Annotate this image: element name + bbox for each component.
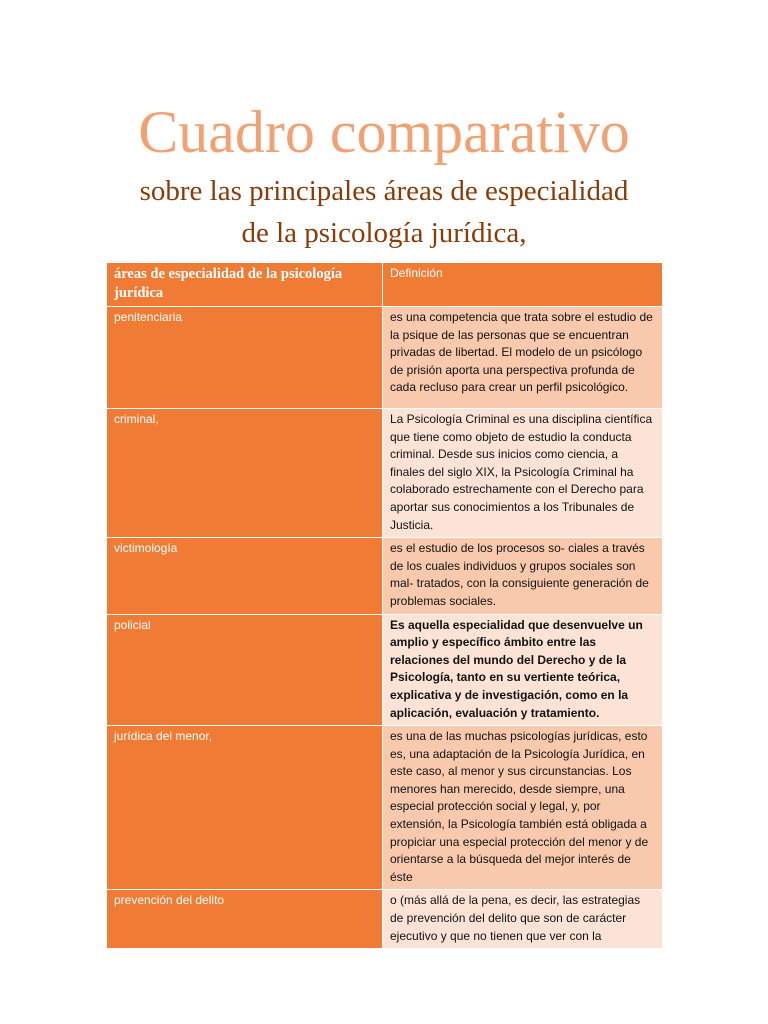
row-area: prevención del delito	[107, 890, 383, 949]
table-row	[107, 409, 663, 538]
subtitle-line-2: de la psicología jurídica,	[241, 217, 527, 249]
table-header-row	[107, 263, 663, 307]
row-definition: o (más allá de la pena, es decir, las estrategias de prevención del delito que son de carácter ejecutivo y que no tienen que ver con la	[383, 890, 663, 949]
header-areas: áreas de especialidad de la psicología jurídica	[107, 263, 383, 307]
row-definition: La Psicología Criminal es una disciplina científica que tiene como objeto de estudio la conducta criminal. Desde sus inicios como ciencia, a finales del siglo XIX, la Psicología Criminal ha colaborado estrechamente con el Derecho para aportar sus conocimientos a los Tribunales de Justicia.	[383, 409, 663, 538]
comparison-table	[106, 262, 663, 949]
page-subtitle	[0, 170, 768, 254]
row-definition: es una competencia que trata sobre el estudio de la psique de las personas que se encuentran privadas de libertad. El modelo de un psicólogo de prisión aporta una perspectiva profunda de cada recluso para crear un perfil psicológico.	[383, 307, 663, 409]
row-area: policial	[107, 614, 383, 726]
row-area: criminal,	[107, 409, 383, 538]
row-area: jurídica del menor,	[107, 726, 383, 890]
table-row	[107, 538, 663, 614]
table-row	[107, 307, 663, 409]
header-definicion: Definición	[383, 263, 663, 307]
row-definition: es una de las muchas psicologías jurídicas, esto es, una adaptación de la Psicología Jurídica, en este caso, al menor y sus circunstancias. Los menores han merecido, desde siempre, una especial protección social y legal, y, por extensión, la Psicología también está obligada a propiciar una especial protección del menor y de orientarse a la búsqueda del mejor interés de éste	[383, 726, 663, 890]
table-row	[107, 890, 663, 949]
row-area: victimología	[107, 538, 383, 614]
table-row	[107, 726, 663, 890]
row-definition: es el estudio de los procesos so- ciales a través de los cuales individuos y grupos sociales son mal- tratados, con la consiguiente generación de problemas sociales.	[383, 538, 663, 614]
page-title: Cuadro comparativo	[138, 99, 630, 165]
row-area: penitenciaria	[107, 307, 383, 409]
row-definition: Es aquella especialidad que desenvuelve un amplio y específico ámbito entre las relaciones del mundo del Derecho y de la Psicología, tanto en su vertiente teórica, explicativa y de investigación, como en la aplicación, evaluación y tratamiento.	[383, 614, 663, 726]
subtitle-line-1: sobre las principales áreas de especialidad	[139, 175, 629, 207]
table-row	[107, 614, 663, 726]
